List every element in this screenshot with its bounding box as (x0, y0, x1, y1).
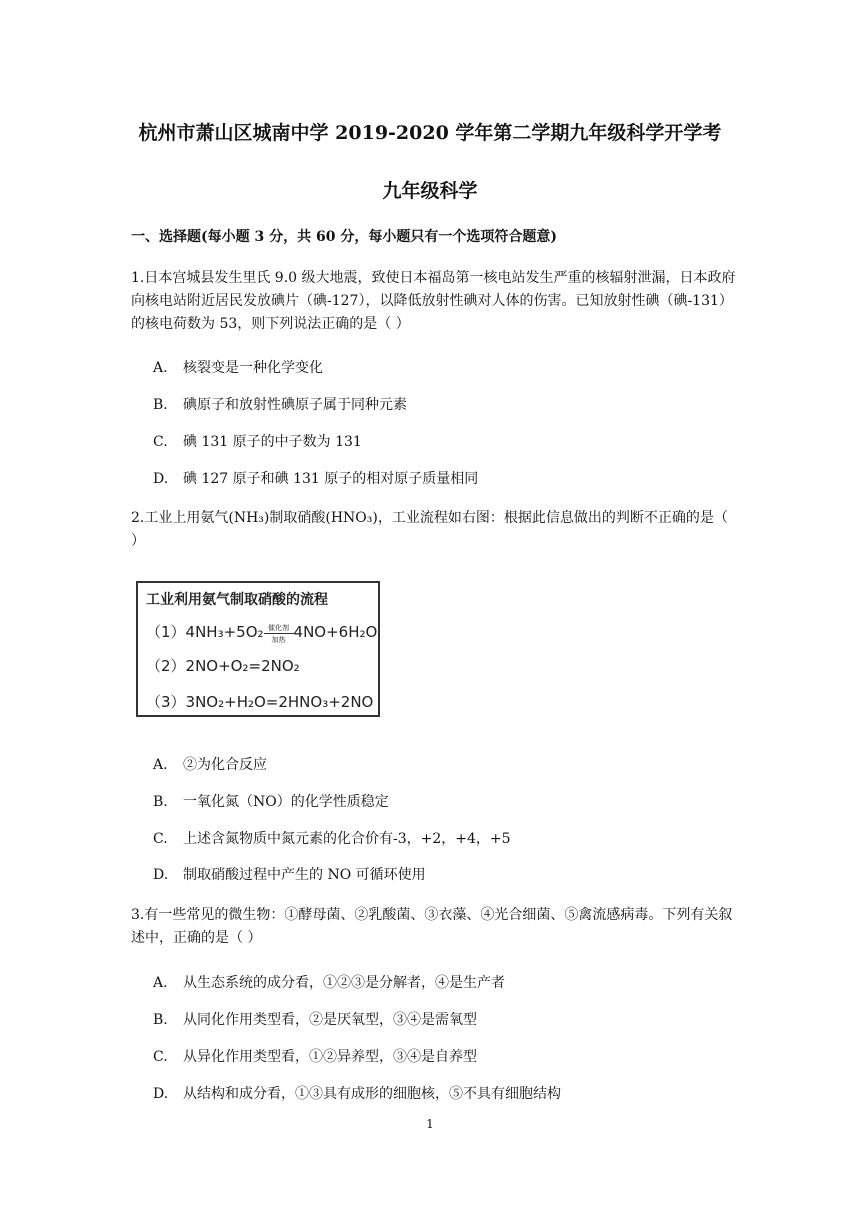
option-text: 制取硝酸过程中产生的 NO 可循环使用 (183, 867, 426, 883)
option-text: 碘 127 原子和碘 131 原子的相对原子质量相同 (183, 471, 479, 487)
option-letter: D. (153, 471, 169, 487)
question-1-option-b (153, 394, 407, 414)
option-text: 一氧化氮（NO）的化学性质稳定 (183, 794, 389, 810)
document-title: 杭州市萧山区城南中学 2019-2020 学年第二学期九年级科学开学考 (138, 122, 722, 144)
option-letter: C. (153, 831, 168, 847)
condition-catalyst: 催化剂 (268, 623, 290, 632)
option-letter: A. (153, 975, 168, 991)
question-2-option-b (153, 791, 389, 811)
question-1-stem: 1.日本宫城县发生里氏 9.0 级大地震，致使日本福岛第一核电站发生严重的核辐射泄漏，日本政府向核电站附近居民发放碘片（碘-127），以降低放射性碘对人体的伤害。已知放射性碘（碘-131）的核电荷数为 53，则下列说法正确的是（ ） (131, 270, 736, 332)
option-text: 碘 131 原子的中子数为 131 (183, 434, 362, 450)
option-text: 从同化作用类型看，②是厌氧型，③④是需氧型 (183, 1012, 477, 1028)
equation-2: （2）2NO+O₂=2NO₂ (146, 657, 300, 675)
option-letter: B. (153, 794, 168, 810)
option-text: 从异化作用类型看，①②异养型，③④是自养型 (183, 1049, 477, 1065)
option-letter: C. (153, 434, 168, 450)
section-heading: 一、选择题(每小题 3 分，共 60 分，每小题只有一个选项符合题意) (131, 229, 557, 245)
document-subtitle: 九年级科学 (382, 180, 478, 202)
question-1-option-d (153, 468, 478, 488)
question-3-option-b (153, 1009, 477, 1029)
question-2-option-a (153, 754, 267, 774)
option-text: 从结构和成分看，①③具有成形的细胞核，⑤不具有细胞结构 (183, 1086, 561, 1102)
question-2-stem: 2.工业上用氨气(NH₃)制取硝酸(HNO₃)，工业流程如右图：根据此信息做出的判断不正确的是（ ） (131, 510, 728, 549)
option-text: 核裂变是一种化学变化 (183, 360, 323, 376)
option-letter: C. (153, 1049, 168, 1065)
option-letter: A. (153, 360, 168, 376)
option-text: 上述含氮物质中氮元素的化合价有-3，+2，+4，+5 (183, 831, 511, 847)
question-1-option-c (153, 431, 362, 451)
nitric-acid-process-figure (136, 581, 380, 717)
equation-1-products: 4NO+6H₂O (293, 623, 378, 641)
option-letter: B. (153, 397, 168, 413)
equation-1 (146, 621, 377, 642)
question-3-option-a (153, 972, 505, 992)
option-text: 碘原子和放射性碘原子属于同种元素 (183, 397, 407, 413)
question-2-option-d (153, 864, 426, 884)
option-letter: D. (153, 1086, 169, 1102)
question-2-option-c (153, 828, 511, 848)
reaction-arrow-line (264, 633, 294, 634)
reaction-condition (264, 623, 294, 644)
equation-1-reactants: （1）4NH₃+5O₂ (146, 623, 264, 641)
page-number: 1 (426, 1117, 434, 1131)
question-3-option-c (153, 1046, 477, 1066)
condition-heating: 加热 (271, 635, 286, 644)
figure-title: 工业利用氨气制取硝酸的流程 (146, 592, 328, 608)
option-letter: D. (153, 867, 169, 883)
question-3-stem: 3.有一些常见的微生物：①酵母菌、②乳酸菌、③衣藻、④光合细菌、⑤禽流感病毒。下列有关叙述中，正确的是（ ） (131, 907, 733, 946)
question-1-option-a (153, 357, 323, 377)
option-text: 从生态系统的成分看，①②③是分解者，④是生产者 (183, 975, 505, 991)
option-letter: B. (153, 1012, 168, 1028)
question-3-option-d (153, 1083, 561, 1103)
equation-3: （3）3NO₂+H₂O=2HNO₃+2NO (146, 693, 374, 711)
option-text: ②为化合反应 (183, 757, 267, 773)
option-letter: A. (153, 757, 168, 773)
